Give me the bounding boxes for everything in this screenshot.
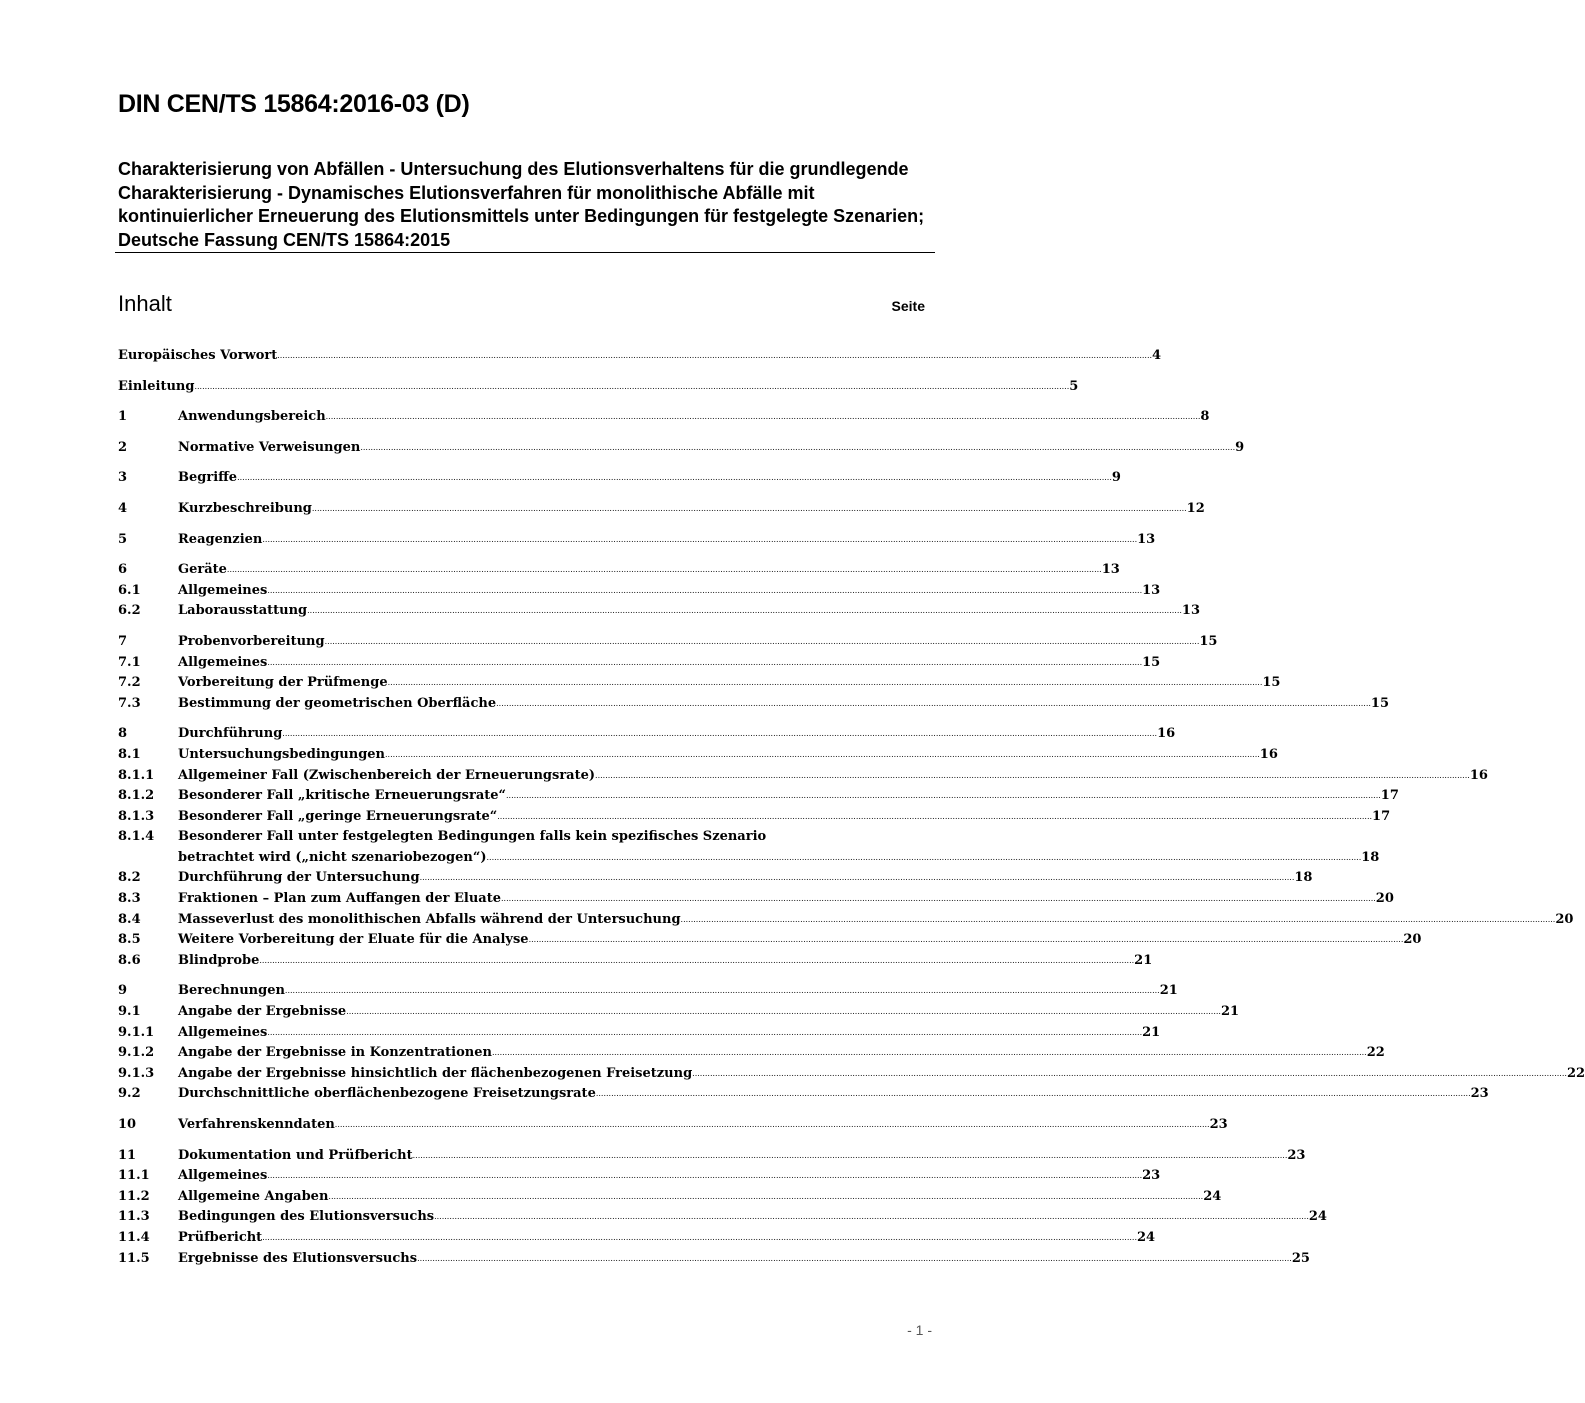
toc-entry[interactable] (118, 745, 1278, 766)
toc-entry-page: 20 (1403, 932, 1422, 948)
toc-entry-page: 21 (1142, 1024, 1161, 1040)
toc-entry-title: Besonderer Fall „kritische Erneuerungsrate“ (178, 788, 506, 804)
dot-leader (417, 1249, 1292, 1270)
dot-leader (325, 632, 1200, 653)
toc-entry-title: Reagenzien (178, 531, 263, 547)
dot-leader (492, 1043, 1367, 1064)
toc-entry-page: 13 (1181, 603, 1200, 619)
toc-entry[interactable] (118, 1146, 1306, 1167)
toc-entry[interactable] (118, 694, 1389, 715)
toc-entry-title: Besonderer Fall „geringe Erneuerungsrate“ (178, 808, 498, 824)
toc-entry-page: 5 (1069, 378, 1079, 394)
dot-leader (267, 1023, 1142, 1044)
toc-entry-title: Europäisches Vorwort (118, 348, 278, 363)
dot-leader (501, 889, 1376, 910)
toc-entry-page: 17 (1380, 788, 1399, 804)
dot-leader (267, 1166, 1142, 1187)
toc-entry-title: Blindprobe (178, 952, 260, 968)
document-subtitle: Charakterisierung von Abfällen - Untersuchung des Elutionsverhaltens für die grundlegende Charakterisierung - Dynamisches Elutionsverfahren für monolithische Abfälle mit kontinuierlicher Erneuerung des Elutionsmittels unter Bedingungen für festgelegte Szenarien; Deutsche Fassung CEN/TS 15864:2015 (118, 159, 925, 250)
toc-entry-title: Ergebnisse des Elutionsversuchs (178, 1250, 418, 1266)
toc-entry-title: betrachtet wird („nicht szenariobezogen“) (178, 849, 487, 865)
toc-entry[interactable] (118, 1023, 1161, 1044)
toc-entry-title: Untersuchungsbedingungen (178, 746, 386, 762)
toc-entry-page: 16 (1259, 746, 1278, 762)
toc-entry-title: Probenvorbereitung (178, 633, 325, 649)
toc-entry[interactable] (118, 868, 1313, 889)
toc-entry-title: Masseverlust des monolithischen Abfalls während der Untersuchung (178, 911, 681, 927)
toc-entry[interactable] (118, 1002, 1240, 1023)
toc-entry-page: 20 (1555, 911, 1574, 927)
toc-entry[interactable] (118, 910, 1574, 931)
toc-entry-title: Durchführung der Untersuchung (178, 870, 420, 886)
toc-entry[interactable] (118, 653, 1161, 674)
toc-entry-number: 11.2 (118, 1188, 150, 1204)
toc-entry-number: 1 (118, 409, 128, 425)
toc-entry[interactable] (118, 1084, 1489, 1105)
toc-entry[interactable] (118, 377, 1079, 398)
toc-entry-number: 8.1.4 (118, 829, 155, 845)
toc-entry-title: Allgemeines (178, 654, 268, 670)
toc-entry-title: Bestimmung der geometrischen Oberfläche (178, 695, 497, 711)
toc-entry-page: 15 (1370, 695, 1389, 711)
toc-entry-number: 9.1.2 (118, 1045, 155, 1061)
toc-entry[interactable] (118, 346, 1162, 367)
toc-entry-title: Allgemeine Angaben (178, 1188, 329, 1204)
toc-entry-page: 13 (1101, 562, 1120, 578)
dot-leader (277, 346, 1152, 367)
toc-entry-title: Allgemeines (178, 1024, 268, 1040)
toc-entry-page: 16 (1469, 767, 1488, 783)
toc-entry[interactable] (118, 530, 1156, 551)
toc-entry[interactable] (118, 724, 1176, 745)
document-title: DIN CEN/TS 15864:2016-03 (D) (118, 90, 470, 118)
toc-entry-title: Normative Verweisungen (178, 439, 361, 455)
dot-leader (227, 560, 1102, 581)
toc-entry[interactable] (118, 601, 1200, 622)
toc-entry-number: 8.4 (118, 911, 141, 927)
toc-entry-page: 12 (1186, 500, 1205, 516)
toc-entry-number: 7.2 (118, 675, 141, 691)
toc-entry-number: 11 (118, 1147, 137, 1163)
toc-entry[interactable] (118, 407, 1210, 428)
dot-leader (194, 377, 1069, 398)
toc-entry[interactable] (118, 438, 1245, 459)
toc-entry-page: 13 (1142, 582, 1161, 598)
dot-leader (346, 1002, 1221, 1023)
toc-entry[interactable] (118, 560, 1120, 581)
toc-entry-page: 18 (1361, 849, 1380, 865)
dot-leader (681, 910, 1556, 931)
dot-leader (420, 868, 1295, 889)
toc-entry-title: Angabe der Ergebnisse in Konzentrationen (178, 1045, 492, 1061)
toc-entry-page: 4 (1152, 348, 1162, 363)
toc-entry-number: 8.5 (118, 932, 141, 948)
toc-entry-page: 15 (1142, 654, 1161, 670)
toc-entry[interactable] (118, 827, 1380, 868)
toc-entry-page: 8 (1200, 409, 1210, 425)
dot-leader (486, 848, 1361, 869)
toc-entry-number: 8.1.2 (118, 788, 155, 804)
toc-entry[interactable] (118, 930, 1422, 951)
toc-entry[interactable] (118, 581, 1161, 602)
toc-entry[interactable] (118, 981, 1178, 1002)
toc-entry-title: Angabe der Ergebnisse (178, 1004, 347, 1020)
toc-entry-number: 9.2 (118, 1086, 141, 1102)
toc-entry-number: 11.3 (118, 1209, 150, 1225)
toc-entry-number: 11.4 (118, 1229, 150, 1245)
dot-leader (237, 468, 1112, 489)
toc-entry-page: 9 (1235, 439, 1245, 455)
title-divider (115, 252, 935, 253)
dot-leader (413, 1146, 1288, 1167)
toc-entry-page: 24 (1136, 1229, 1156, 1245)
toc-entry-title: Weitere Vorbereitung der Eluate für die Analyse (178, 932, 529, 948)
toc-entry-title: Einleitung (118, 378, 195, 394)
toc-entry-page: 24 (1203, 1188, 1222, 1204)
dot-leader (388, 673, 1263, 694)
toc-entry-number: 6 (118, 562, 128, 578)
dot-leader (307, 601, 1182, 622)
toc-entry[interactable] (118, 632, 1218, 653)
toc-entry-title: Angabe der Ergebnisse hinsichtlich der flächenbezogenen Freisetzung (178, 1065, 693, 1081)
dot-leader (328, 1187, 1203, 1208)
toc-entry[interactable] (118, 1228, 1156, 1249)
dot-leader (497, 807, 1372, 828)
toc-entry-title: Dokumentation und Prüfbericht (178, 1147, 413, 1163)
dot-leader (259, 951, 1134, 972)
toc-entry-page: 23 (1142, 1168, 1161, 1184)
toc-entry[interactable] (118, 1249, 1310, 1270)
toc-entry-page: 9 (1111, 470, 1121, 486)
toc-entry-number: 11.1 (118, 1168, 150, 1184)
toc-entry-number: 8.1.1 (118, 767, 155, 783)
toc-entry-number: 8.1.3 (118, 808, 155, 824)
toc-entry-page: 23 (1209, 1117, 1228, 1132)
toc-entry-number: 9 (118, 983, 128, 999)
toc-entry-page: 15 (1199, 633, 1218, 649)
toc-entry-page: 17 (1372, 808, 1391, 824)
toc-entry-title: Laborausstattung (178, 603, 308, 619)
toc-entry-number: 8.6 (118, 952, 141, 968)
toc-entry-title: Durchführung (178, 726, 283, 742)
toc-entry-number: 9.1.3 (118, 1065, 155, 1081)
dot-leader (434, 1207, 1309, 1228)
table-of-contents (118, 346, 1585, 1269)
toc-entry[interactable] (118, 1115, 1228, 1136)
toc-entry-number: 2 (118, 439, 128, 455)
toc-entry-title: Allgemeines (178, 582, 268, 598)
toc-entry-page: 16 (1157, 726, 1176, 742)
toc-entry-title: Kurzbeschreibung (178, 500, 312, 516)
toc-entry-number: 5 (118, 531, 128, 547)
dot-leader (267, 653, 1142, 674)
toc-entry[interactable] (118, 889, 1394, 910)
toc-entry-number: 8.1 (118, 746, 141, 762)
toc-entry-page: 21 (1134, 952, 1153, 968)
toc-entry-title: Besonderer Fall unter festgelegten Bedingungen falls kein spezifisches Szenario (178, 829, 767, 845)
toc-entry[interactable] (118, 1064, 1585, 1085)
toc-entry[interactable] (118, 807, 1391, 828)
toc-entry-number: 4 (118, 500, 128, 516)
toc-entry-number: 11.5 (118, 1250, 150, 1266)
toc-entry-page: 21 (1159, 983, 1178, 999)
toc-entry-title: Fraktionen – Plan zum Auffangen der Eluate (178, 891, 502, 907)
toc-entry-number: 7.3 (118, 695, 141, 711)
dot-leader (312, 499, 1187, 520)
dot-leader (285, 981, 1160, 1002)
toc-entry-title: Anwendungsbereich (178, 409, 326, 425)
toc-entry[interactable] (118, 499, 1205, 520)
dot-leader (360, 438, 1235, 459)
toc-entry-number: 8.2 (118, 870, 141, 886)
page-column-label: Seite (891, 298, 925, 314)
toc-entry-title: Prüfbericht (178, 1229, 263, 1245)
toc-entry[interactable] (118, 1207, 1327, 1228)
toc-entry-page: 22 (1366, 1045, 1385, 1061)
toc-entry-title: Bedingungen des Elutionsversuchs (178, 1209, 435, 1225)
dot-leader (385, 745, 1260, 766)
toc-entry-title: Allgemeines (178, 1168, 268, 1184)
toc-entry[interactable] (118, 1187, 1222, 1208)
toc-entry[interactable] (118, 673, 1281, 694)
toc-entry-number: 9.1 (118, 1004, 141, 1020)
dot-leader (692, 1064, 1567, 1085)
toc-entry-title: Vorbereitung der Prüfmenge (178, 675, 388, 691)
toc-entry[interactable] (118, 1043, 1385, 1064)
dot-leader (262, 1228, 1137, 1249)
dot-leader (262, 530, 1137, 551)
toc-entry-title: Berechnungen (178, 983, 285, 999)
toc-entry-number: 8 (118, 726, 128, 742)
toc-entry-number: 7.1 (118, 654, 141, 670)
dot-leader (596, 1084, 1471, 1105)
dot-leader (282, 724, 1157, 745)
toc-entry-page: 23 (1470, 1086, 1489, 1102)
toc-entry-number: 8.3 (118, 891, 141, 907)
toc-entry-number: 7 (118, 633, 128, 649)
toc-entry[interactable] (118, 468, 1121, 489)
toc-entry[interactable] (118, 951, 1153, 972)
toc-entry-page: 18 (1294, 870, 1313, 886)
toc-entry[interactable] (118, 766, 1488, 787)
toc-entry-page: 23 (1287, 1147, 1306, 1163)
toc-entry-page: 20 (1375, 891, 1394, 907)
dot-leader (267, 581, 1142, 602)
toc-entry-number: 10 (118, 1117, 137, 1132)
dot-leader (496, 694, 1371, 715)
toc-entry-number: 9.1.1 (118, 1024, 155, 1040)
dot-leader (529, 930, 1404, 951)
toc-entry-page: 13 (1137, 531, 1156, 547)
toc-entry-title: Allgemeiner Fall (Zwischenbereich der Erneuerungsrate) (178, 767, 596, 783)
dot-leader (335, 1115, 1210, 1136)
toc-entry-page: 15 (1262, 675, 1281, 691)
toc-heading: Inhalt (118, 291, 172, 316)
toc-entry-title: Begriffe (178, 470, 238, 486)
toc-entry-number: 3 (118, 470, 128, 486)
toc-entry-page: 25 (1291, 1250, 1310, 1266)
toc-entry[interactable] (118, 786, 1399, 807)
toc-entry-page: 24 (1308, 1209, 1327, 1225)
toc-entry-title: Geräte (178, 562, 227, 578)
toc-entry-number: 6.1 (118, 582, 141, 598)
dot-leader (506, 786, 1381, 807)
toc-entry-page: 21 (1220, 1004, 1240, 1020)
toc-entry[interactable] (118, 1166, 1161, 1187)
toc-entry-title: Durchschnittliche oberflächenbezogene Freisetzungsrate (178, 1086, 596, 1102)
page-number: - 1 - (907, 1322, 932, 1338)
toc-entry-title: Verfahrenskenndaten (178, 1117, 335, 1132)
toc-entry-page: 22 (1566, 1065, 1585, 1081)
dot-leader (326, 407, 1201, 428)
dot-leader (595, 766, 1470, 787)
toc-entry-number: 6.2 (118, 603, 141, 619)
